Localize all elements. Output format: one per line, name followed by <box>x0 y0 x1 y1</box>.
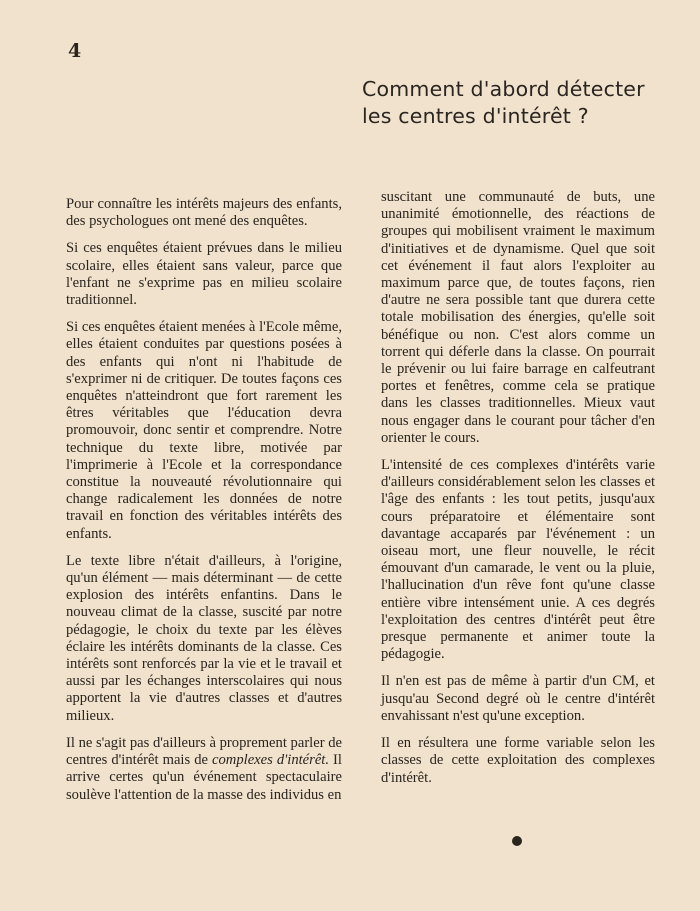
paragraph: Il en résultera une forme variable selon les classes de cette exploitation des complexes d'intérêt. <box>381 735 655 786</box>
left-column <box>66 196 342 804</box>
page-number: 4 <box>68 40 82 62</box>
paragraph-emphasis: complexes d'intérêt. <box>212 752 330 769</box>
paragraph <box>66 735 342 804</box>
paragraph: suscitant une communauté de buts, une unanimité émotionnelle, des réactions de groupes qui mobilisent vraiment le maximum d'initiatives et de dynamisme. Quel que soit cet événement il faut alors l'exploiter au maximum parce que, de toutes façons, rien d'autre ne sera possible tant que durera cette totale mobilisation des énergies, qu'elle soit bénéfique ou non. C'est alors comme un torrent qui déferle dans la classe. On pourrait le prévenir ou lui faire barrage en calfeutrant portes et fenêtres, comme cela se pratique dans les classes traditionnelles. Mieux vaut nous engager dans le courant pour tâcher d'en orienter le cours. <box>381 189 655 446</box>
paragraph-text: Il ne s'agit pas d'ailleurs à proprement parler de centres d'intérêt mais de <box>66 734 342 769</box>
page-title-line-1: Comment d'abord détecter <box>362 77 645 101</box>
page-title <box>362 76 682 130</box>
paragraph: Si ces enquêtes étaient prévues dans le milieu scolaire, elles étaient sans valeur, parce que l'enfant ne s'exprime pas en milieu scolaire traditionnel. <box>66 240 342 309</box>
paragraph: L'intensité de ces complexes d'intérêts varie d'ailleurs considérablement selon les classes et l'âge des enfants : les tout petits, jusqu'aux cours préparatoire et élémentaire sont davantage accaparés par l'événement : un oiseau mort, une fleur nouvelle, le récit émouvant d'un camarade, le vent ou la pluie, l'hallucination d'un rêve font qu'une classe entière vibre intensément unie. A ces degrés l'exploitation des centres d'intérêt peut être presque permanente et animer toute la pédagogie. <box>381 457 655 663</box>
page-title-line-2: les centres d'intérêt ? <box>362 104 589 128</box>
paragraph: Pour connaître les intérêts majeurs des enfants, des psychologues ont mené des enquêtes. <box>66 196 342 230</box>
paragraph: Le texte libre n'était d'ailleurs, à l'origine, qu'un élément — mais déterminant — de cette explosion des intérêts enfantins. Dans le nouveau climat de la classe, suscité par notre pédagogie, le choix du texte par les élèves éclaire les intérêts dominants de la classe. Ces intérêts sont renforcés par la vie et le travail et aussi par les échanges interscolaires qui nous apportent la vie d'autres classes et d'autres milieux. <box>66 552 342 724</box>
right-column <box>381 189 655 787</box>
paragraph-text: Il arrive certes qu'un événement spectaculaire soulève l'attention de la masse des individus en <box>66 752 342 803</box>
paragraph: Si ces enquêtes étaient menées à l'Ecole même, elles étaient conduites par questions posées à des enfants qui n'ont ni l'habitude de s'exprimer ni de critiquer. De toutes façons ces enquêtes n'atteindront que fort rarement les êtres véritables que l'éducation devra promouvoir, donc sentir et comprendre. Notre technique du texte libre, motivée par l'imprimerie à l'Ecole et la correspondance constitue la nouveauté révolutionnaire qui change radicalement les données de notre travail en fonction des véritables intérêts des enfants. <box>66 319 342 542</box>
paragraph: Il n'en est pas de même à partir d'un CM, et jusqu'au Second degré où le centre d'intérêt envahissant n'est qu'une exception. <box>381 673 655 724</box>
end-bullet-icon <box>512 836 522 846</box>
